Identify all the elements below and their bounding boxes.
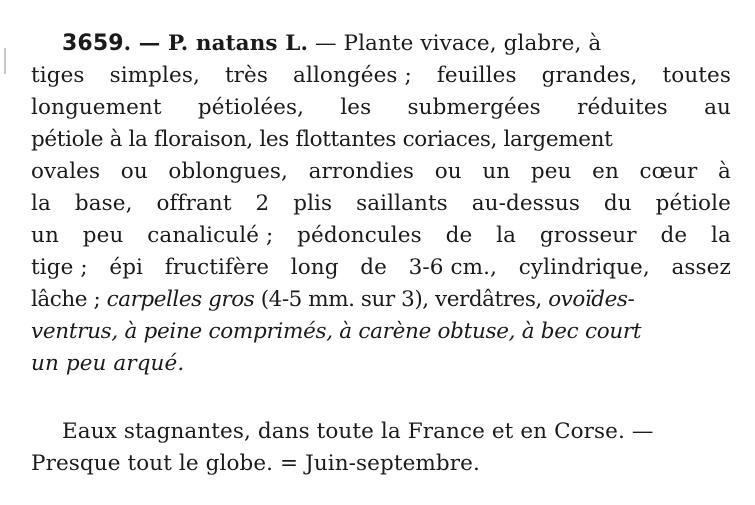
entry-line-4 [31, 124, 731, 156]
italic-text: un peu arqué. [31, 351, 185, 376]
word: plis [293, 191, 333, 216]
margin-mark [4, 48, 12, 74]
entry-line-2 [31, 60, 731, 92]
word: pétiole [655, 191, 731, 216]
word: au [704, 95, 731, 120]
word: très [224, 63, 269, 88]
word: grandes, [541, 63, 638, 88]
word: saillants [356, 191, 448, 216]
entry-dash: . — [123, 31, 168, 56]
word: un [31, 223, 59, 248]
italic-text: ventrus, à peine comprimés, à carène obtuse, à bec court [31, 319, 642, 344]
entry-line-9 [31, 284, 731, 316]
word: en [592, 159, 619, 184]
habitat-line-1 [62, 416, 731, 448]
species-name: P. natans L. [168, 31, 309, 56]
word: la [711, 223, 731, 248]
line-text: pétiole à la floraison, les flottantes coriaces, largement [31, 127, 613, 152]
word: ou [434, 159, 462, 184]
entry-number: 3659 [62, 31, 124, 56]
word: ou [120, 159, 148, 184]
entry-line-7 [31, 220, 731, 252]
word: allongées ; [293, 63, 412, 88]
word: de [660, 223, 688, 248]
word: peu [530, 159, 572, 184]
word: la [31, 191, 51, 216]
word: de [445, 223, 473, 248]
word: pédoncules [297, 223, 422, 248]
italic-text: ovoïdes- [548, 287, 635, 312]
word: pétiolées, [197, 95, 305, 120]
word: les [340, 95, 372, 120]
word: simples, [109, 63, 200, 88]
word: de [360, 255, 387, 280]
entry-line-1 [62, 28, 731, 60]
word: ovales [31, 159, 101, 184]
italic-text: carpelles gros [106, 287, 255, 312]
word: peu [82, 223, 124, 248]
habitat-text: Presque tout le globe. = Juin-septembre. [31, 451, 480, 476]
word: offrant [156, 191, 232, 216]
word: 2 [255, 191, 270, 216]
word: longuement [31, 95, 162, 120]
word: canaliculé ; [147, 223, 274, 248]
entry-line-6 [31, 188, 731, 220]
word: assez [671, 255, 731, 280]
word: réduites [577, 95, 668, 120]
word: du [603, 191, 632, 216]
word: fructifère [164, 255, 270, 280]
entry-line-5 [31, 156, 731, 188]
word: feuilles [436, 63, 517, 88]
word: toutes [662, 63, 731, 88]
word: la [496, 223, 517, 248]
word: submergées [407, 95, 541, 120]
word: épi [109, 255, 144, 280]
entry-line-11 [31, 348, 731, 380]
word: tiges [31, 63, 85, 88]
word: arrondies [308, 159, 415, 184]
word: grosseur [539, 223, 637, 248]
word: oblongues, [168, 159, 288, 184]
word: au-dessus [471, 191, 580, 216]
word: un [482, 159, 511, 184]
word: à [717, 159, 731, 184]
line-text: lâche ; [31, 287, 107, 312]
line-text: (4-5 mm. sur 3), verdâtres, [254, 287, 549, 312]
word: cœur [639, 159, 698, 184]
entry-line-10 [31, 316, 731, 348]
entry-line-8 [31, 252, 731, 284]
habitat-line-2 [31, 448, 731, 480]
word: 3-6 cm., [408, 255, 498, 280]
habitat-text: Eaux stagnantes, dans toute la France et en Corse. — [62, 419, 654, 444]
word: cylindrique, [518, 255, 650, 280]
entry-text: — Plante vivace, glabre, à [308, 31, 602, 56]
word: tige ; [31, 255, 88, 280]
entry-line-3 [31, 92, 731, 124]
word: base, [74, 191, 133, 216]
word: long [290, 255, 339, 280]
